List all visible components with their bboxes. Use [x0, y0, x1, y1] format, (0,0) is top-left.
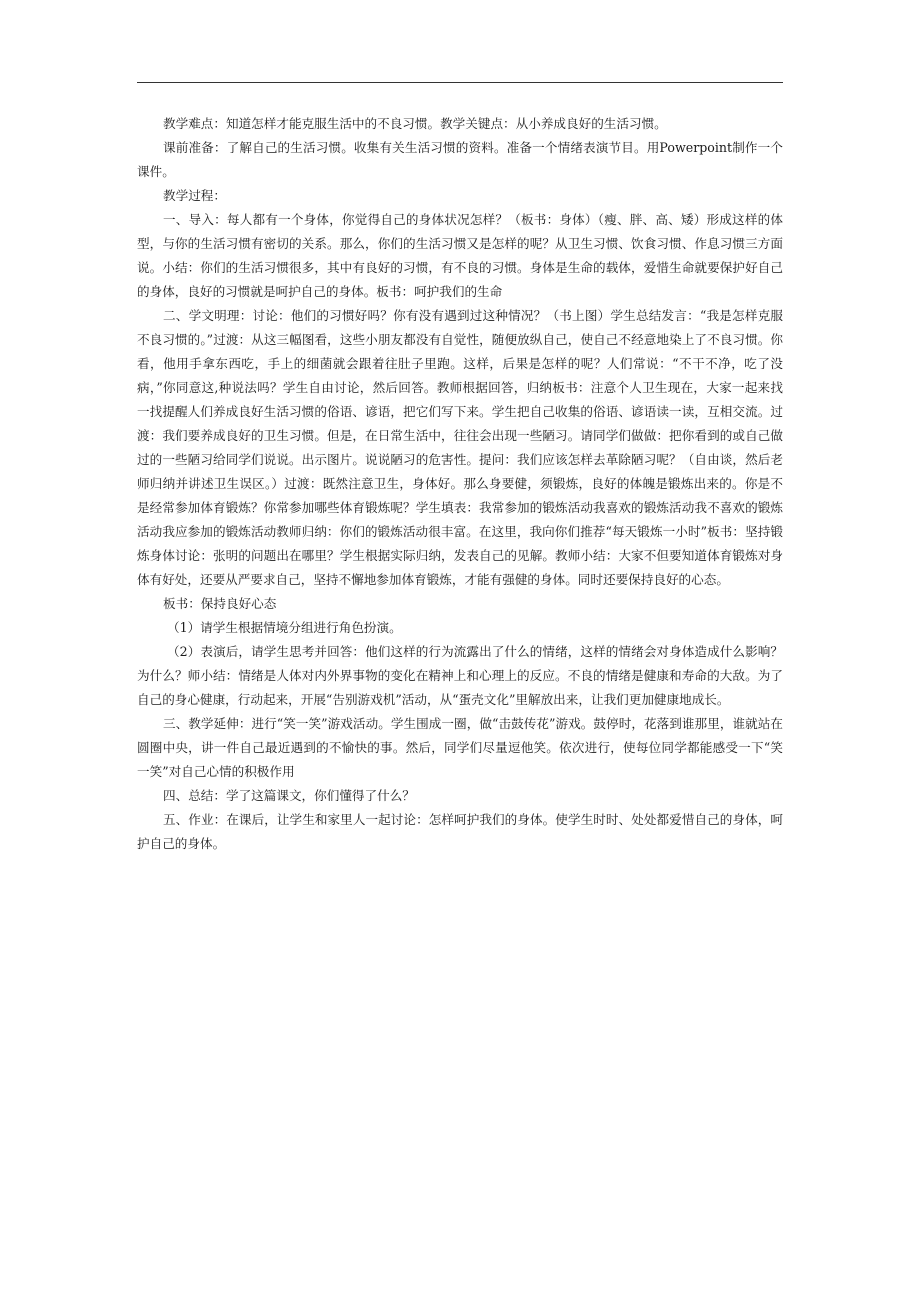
document-body: [137, 112, 783, 856]
paragraph-role-play: （1）请学生根据情境分组进行角色扮演。: [167, 620, 402, 635]
header-rule: [137, 82, 783, 83]
paragraph-study-text: 二、学文明理：讨论：他们的习惯好吗？你有没有遇到过这种情况？（书上图）学生总结发言：“我是怎样克服不良习惯的。”过渡：从这三幅图看，这些小朋友都没有自觉性，随便放纵自己，使自己不经意地染上了不良习惯。你看，他用手拿东西吃，手上的细菌就会跟着往肚子里跑。这样，后果是怎样的呢？人们常说：“不干不净，吃了没病，”你同意这,种说法吗？学生自由讨论，然后回答。教师根据回答，归纳板书：注意个人卫生现在，大家一起来找一找提醒人们养成良好生活习惯的俗语、谚语，把它们写下来。学生把自己收集的俗语、谚语读一读，互相交流。过渡：我们要养成良好的卫生习惯。但是，在日常生活中，往往会出现一些陋习。请同学们做做：把你看到的或自己做过的一些陋习给同学们说说。出示图片。说说陋习的危害性。提问：我们应该怎样去革除陋习呢？（自由谈，然后老师归纳并讲述卫生误区。）过渡：既然注意卫生，身体好。那么身要健，须锻炼，良好的体魄是锻炼出来的。你是不是经常参加体育锻炼？你常参加哪些体育锻炼呢？学生填表：我常参加的锻炼活动我喜欢的锻炼活动我不喜欢的锻炼活动我应参加的锻炼活动教师归纳：你们的锻炼活动很丰富。在这里，我向你们推荐“每天锻炼一小时”板书：坚持锻炼身体讨论：张明的问题出在哪里？学生根据实际归纳，发表自己的见解。教师小结：大家不但要知道体育锻炼对身体有好处，还要从严要求自己，坚持不懈地参加体育锻炼，才能有强健的身体。同时还要保持良好的心态。: [137, 308, 783, 587]
paragraph-introduction: 一、导入：每人都有一个身体，你觉得自己的身体状况怎样？（板书：身体）（瘦、胖、高、矮）形成这样的体型，与你的生活习惯有密切的关系。那么，你们的生活习惯又是怎样的呢？从卫生习惯、饮食习惯、作息习惯三方面说。小结：你们的生活习惯很多，其中有良好的习惯，有不良的习惯。身体是生命的载体，爱惜生命就要保护好自己的身体，良好的习惯就是呵护自己的身体。板书：呵护我们的生命: [137, 212, 783, 299]
paragraph-board-writing: 板书：保持良好心态: [163, 596, 277, 611]
paragraph-difficulty: 教学难点：知道怎样才能克服生活中的不良习惯。教学关键点：从小养成良好的生活习惯。: [163, 116, 667, 131]
paragraph-extension: 三、教学延伸：进行“笑一笑”游戏活动。学生围成一圈，做“击鼓传花”游戏。鼓停时，花落到谁那里，谁就站在圆圈中央，讲一件自己最近遇到的不愉快的事。然后，同学们尽量逗他笑。依次进行，使每位同学都能感受一下“笑一笑”对自己心情的积极作用: [137, 716, 783, 779]
paragraph-after-performance: （2）表演后，请学生思考并回答：他们这样的行为流露出了什么的情绪，这样的情绪会对身体造成什么影响？为什么？师小结：情绪是人体对内外界事物的变化在精神上和心理上的反应。不良的情绪是健康和寿命的大敌。为了自己的身心健康，行动起来，开展“告别游戏机”活动，从“蛋壳文化”里解放出来，让我们更加健康地成长。: [137, 644, 783, 707]
paragraph-process-heading: 教学过程：: [163, 188, 226, 203]
paragraph-preparation: 课前准备：了解自己的生活习惯。收集有关生活习惯的资料。准备一个情绪表演节目。用Powerpoint制作一个课件。: [137, 140, 783, 179]
paragraph-summary: 四、总结：学了这篇课文，你们懂得了什么？: [163, 788, 415, 803]
paragraph-homework: 五、作业：在课后，让学生和家里人一起讨论：怎样呵护我们的身体。使学生时时、处处都爱惜自己的身体，呵护自己的身体。: [137, 812, 783, 851]
